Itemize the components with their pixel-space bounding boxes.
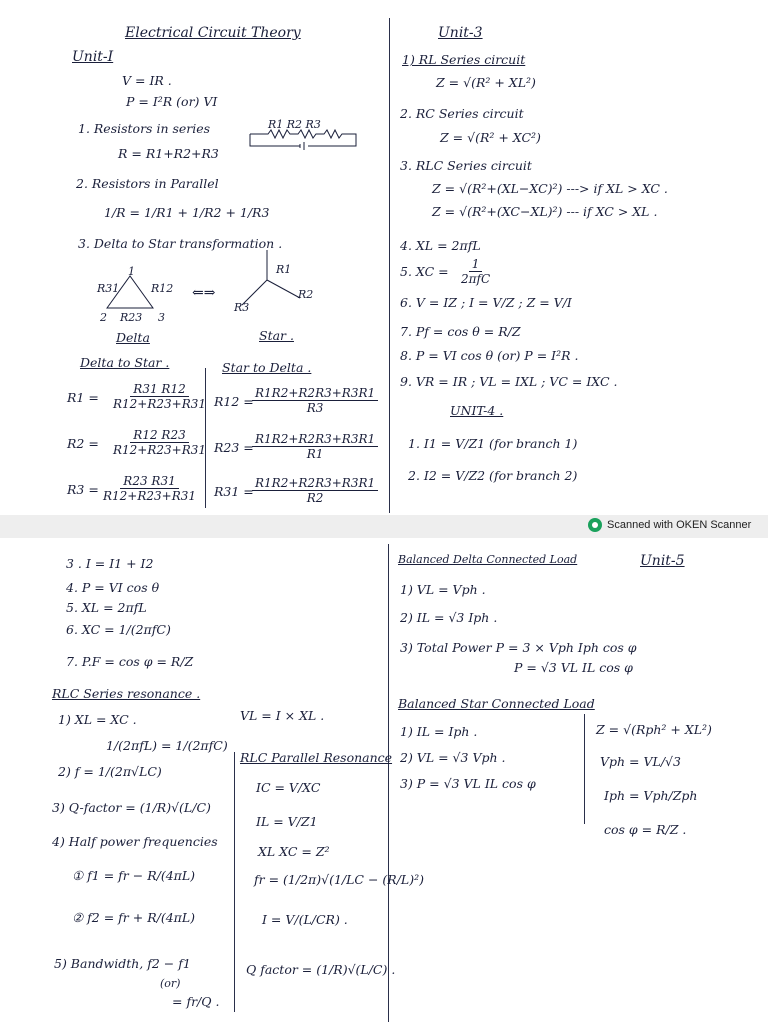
s2d-r31-num: R1R2+R2R3+R3R1 — [252, 476, 378, 491]
s2d-r23-den: R1 — [306, 447, 324, 461]
total-current: 3 . I = I1 + I2 — [66, 556, 154, 571]
d2s-r3-lhs: R3 = — [67, 482, 99, 497]
s2d-r23-num: R1R2+R2R3+R3R1 — [252, 432, 378, 447]
xc-fraction — [458, 257, 493, 286]
d2s-r1-fraction — [110, 382, 209, 411]
q-factor: 3) Q-factor = (1/R)√(L/C) — [52, 800, 211, 815]
rc-series-label: 2. RC Series circuit — [400, 106, 524, 121]
s2d-r12-lhs: R12 = — [214, 394, 254, 409]
bandwidth: 5) Bandwidth, f2 − f1 — [54, 956, 191, 971]
power-formula: P = I²R (or) VI — [126, 94, 218, 109]
s2d-r31-fraction — [252, 476, 378, 505]
s2d-r31-den: R2 — [306, 491, 324, 505]
star-r2-label: R2 — [298, 288, 314, 301]
power-factor: 7. Pf = cos θ = R/Z — [400, 324, 521, 339]
s2d-r12-den: R3 — [306, 401, 324, 415]
xc-formula-lhs: 5. XC = — [400, 264, 449, 279]
oken-scanner-logo-icon — [588, 518, 602, 532]
delta-to-star-heading: Delta to Star . — [80, 355, 170, 370]
voltage-relations: 9. VR = IR ; VL = IXL ; VC = IXC . — [400, 374, 618, 389]
delta-node-1: 1 — [128, 265, 135, 278]
unit-3-heading: Unit-3 — [438, 25, 483, 41]
d2s-r2-num: R12 R23 — [130, 428, 188, 443]
star-to-delta-heading: Star to Delta . — [222, 360, 312, 375]
series-resistor-labels: R1 R2 R3 — [268, 118, 321, 131]
scanner-watermark — [588, 518, 751, 532]
bandwidth-q: = fr/Q . — [172, 994, 220, 1009]
parallel-q-factor: Q factor = (1/R)√(L/C) . — [246, 962, 396, 977]
balanced-delta-heading: Balanced Delta Connected Load — [398, 553, 578, 566]
ohm-law: V = IR . — [122, 73, 172, 88]
f2-formula: ② f2 = fr + R/(4πL) — [72, 910, 196, 925]
rl-series-formula: Z = √(R² + XL²) — [436, 75, 536, 90]
delta-r12-label: R12 — [151, 282, 174, 295]
xc-den: 2πfC — [461, 272, 491, 286]
series-formula: R = R1+R2+R3 — [118, 146, 219, 161]
s2d-r23-fraction — [252, 432, 378, 461]
d2s-r3-den: R12+R23+R31 — [103, 489, 197, 503]
ic-formula: IC = V/XC — [256, 780, 321, 795]
delta-il: 2) IL = √3 Iph . — [400, 610, 498, 625]
xlxc-relation: XL XC = Z² — [258, 844, 330, 859]
xc-formula-b: 6. XC = 1/(2πfC) — [66, 622, 171, 637]
parallel-box-left — [234, 752, 235, 1012]
power-vi: 4. P = VI cos θ — [66, 580, 160, 595]
d2s-r1-den: R12+R23+R31 — [113, 397, 207, 411]
delta-total-power-b: P = √3 VL IL cos φ — [514, 660, 633, 675]
star-r1-label: R1 — [276, 263, 292, 276]
delta-total-power: 3) Total Power P = 3 × Vph Iph cos φ — [400, 640, 637, 655]
bandwidth-or: (or) — [160, 977, 181, 990]
xl-formula: 4. XL = 2πfL — [400, 238, 481, 253]
delta-r31-label: R31 — [97, 282, 120, 295]
rlc-series-label: 3. RLC Series circuit — [400, 158, 532, 173]
unit-4-heading: UNIT-4 . — [450, 403, 504, 418]
resonant-frequency: 2) f = 1/(2π√LC) — [58, 764, 162, 779]
parallel-formula: 1/R = 1/R1 + 1/R2 + 1/R3 — [104, 205, 270, 220]
s2d-r23-lhs: R23 = — [214, 440, 254, 455]
d2s-r1-lhs: R1 = — [67, 390, 99, 405]
delta-node-3: 3 — [158, 311, 165, 324]
s2d-r12-num: R1R2+R2R3+R3R1 — [252, 386, 378, 401]
power-formula-8: 8. P = VI cos θ (or) P = I²R . — [400, 348, 579, 363]
star-caption: Star . — [259, 328, 294, 343]
rlc-formula-1: Z = √(R²+(XL−XC)²) ---> if XL > XC . — [432, 181, 668, 196]
star-power: 3) P = √3 VL IL cos φ — [400, 776, 536, 791]
resonance-equality: 1/(2πfL) = 1/(2πfC) — [106, 738, 228, 753]
d2s-r3-fraction — [100, 474, 199, 503]
d2s-r3-num: R23 R31 — [120, 474, 178, 489]
series-circuit-diagram — [250, 130, 360, 154]
d2s-r2-lhs: R2 = — [67, 436, 99, 451]
parallel-fr: fr = (1/2π)√(1/LC − (R/L)²) — [254, 872, 424, 887]
branch-2-current: 2. I2 = V/Z2 (for branch 2) — [408, 468, 578, 483]
bottom-column-divider — [388, 544, 389, 1022]
branch-1-current: 1. I1 = V/Z1 (for branch 1) — [408, 436, 578, 451]
unit-5-heading: Unit-5 — [640, 553, 685, 569]
iph-formula: Iph = Vph/Zph — [604, 788, 698, 803]
xl-formula-b: 5. XL = 2πfL — [66, 600, 147, 615]
scanner-text: Scanned with OKEN Scanner — [607, 519, 752, 531]
column-divider — [389, 18, 390, 513]
impedance-formula: Z = √(Rph² + XL²) — [596, 722, 712, 737]
star-r3-label: R3 — [234, 301, 250, 314]
xc-num: 1 — [469, 257, 483, 272]
delta-node-2: 2 — [100, 311, 107, 324]
d2s-r2-den: R12+R23+R31 — [113, 443, 207, 457]
page-title: Electrical Circuit Theory — [125, 25, 301, 41]
series-label: 1. Resistors in series — [78, 121, 211, 136]
half-power-heading: 4) Half power frequencies — [52, 834, 218, 849]
bottom-notes-page — [0, 538, 768, 1024]
rl-series-label: 1) RL Series circuit — [402, 52, 526, 67]
star-box-divider — [584, 714, 585, 824]
delta-vl: 1) VL = Vph . — [400, 582, 486, 597]
balanced-star-heading: Balanced Star Connected Load — [398, 696, 595, 711]
cosphi-formula: cos φ = R/Z . — [604, 822, 687, 837]
s2d-r12-fraction — [252, 386, 378, 415]
rlc-formula-2: Z = √(R²+(XC−XL)²) --- if XC > XL . — [432, 204, 658, 219]
s2d-r31-lhs: R31 = — [214, 484, 254, 499]
vph-formula: Vph = VL/√3 — [600, 754, 681, 769]
d2s-r1-num: R31 R12 — [130, 382, 188, 397]
unit-1-heading: Unit-I — [72, 49, 114, 65]
delta-caption: Delta — [116, 330, 150, 345]
parallel-resonance-heading: RLC Parallel Resonance — [240, 750, 393, 765]
f1-formula: ① f1 = fr − R/(4πL) — [72, 868, 196, 883]
rc-series-formula: Z = √(R² + XC²) — [440, 130, 541, 145]
power-factor-b: 7. P.F = cos φ = R/Z — [66, 654, 194, 669]
parallel-label: 2. Resistors in Parallel — [76, 176, 219, 191]
rlc-resonance-heading: RLC Series resonance . — [52, 686, 201, 701]
star-il: 1) IL = Iph . — [400, 724, 478, 739]
ohm-relations: 6. V = IZ ; I = V/Z ; Z = V/I — [400, 295, 572, 310]
transform-arrow: ⇐⇒ — [192, 285, 216, 301]
d2s-r2-fraction — [110, 428, 209, 457]
resonance-condition: 1) XL = XC . — [58, 712, 137, 727]
star-vl: 2) VL = √3 Vph . — [400, 750, 506, 765]
delta-star-label: 3. Delta to Star transformation . — [78, 236, 283, 251]
vl-relation: VL = I × XL . — [240, 708, 325, 723]
il-formula: IL = V/Z1 — [256, 814, 318, 829]
parallel-current: I = V/(L/CR) . — [262, 912, 348, 927]
delta-r23-label: R23 — [120, 311, 143, 324]
